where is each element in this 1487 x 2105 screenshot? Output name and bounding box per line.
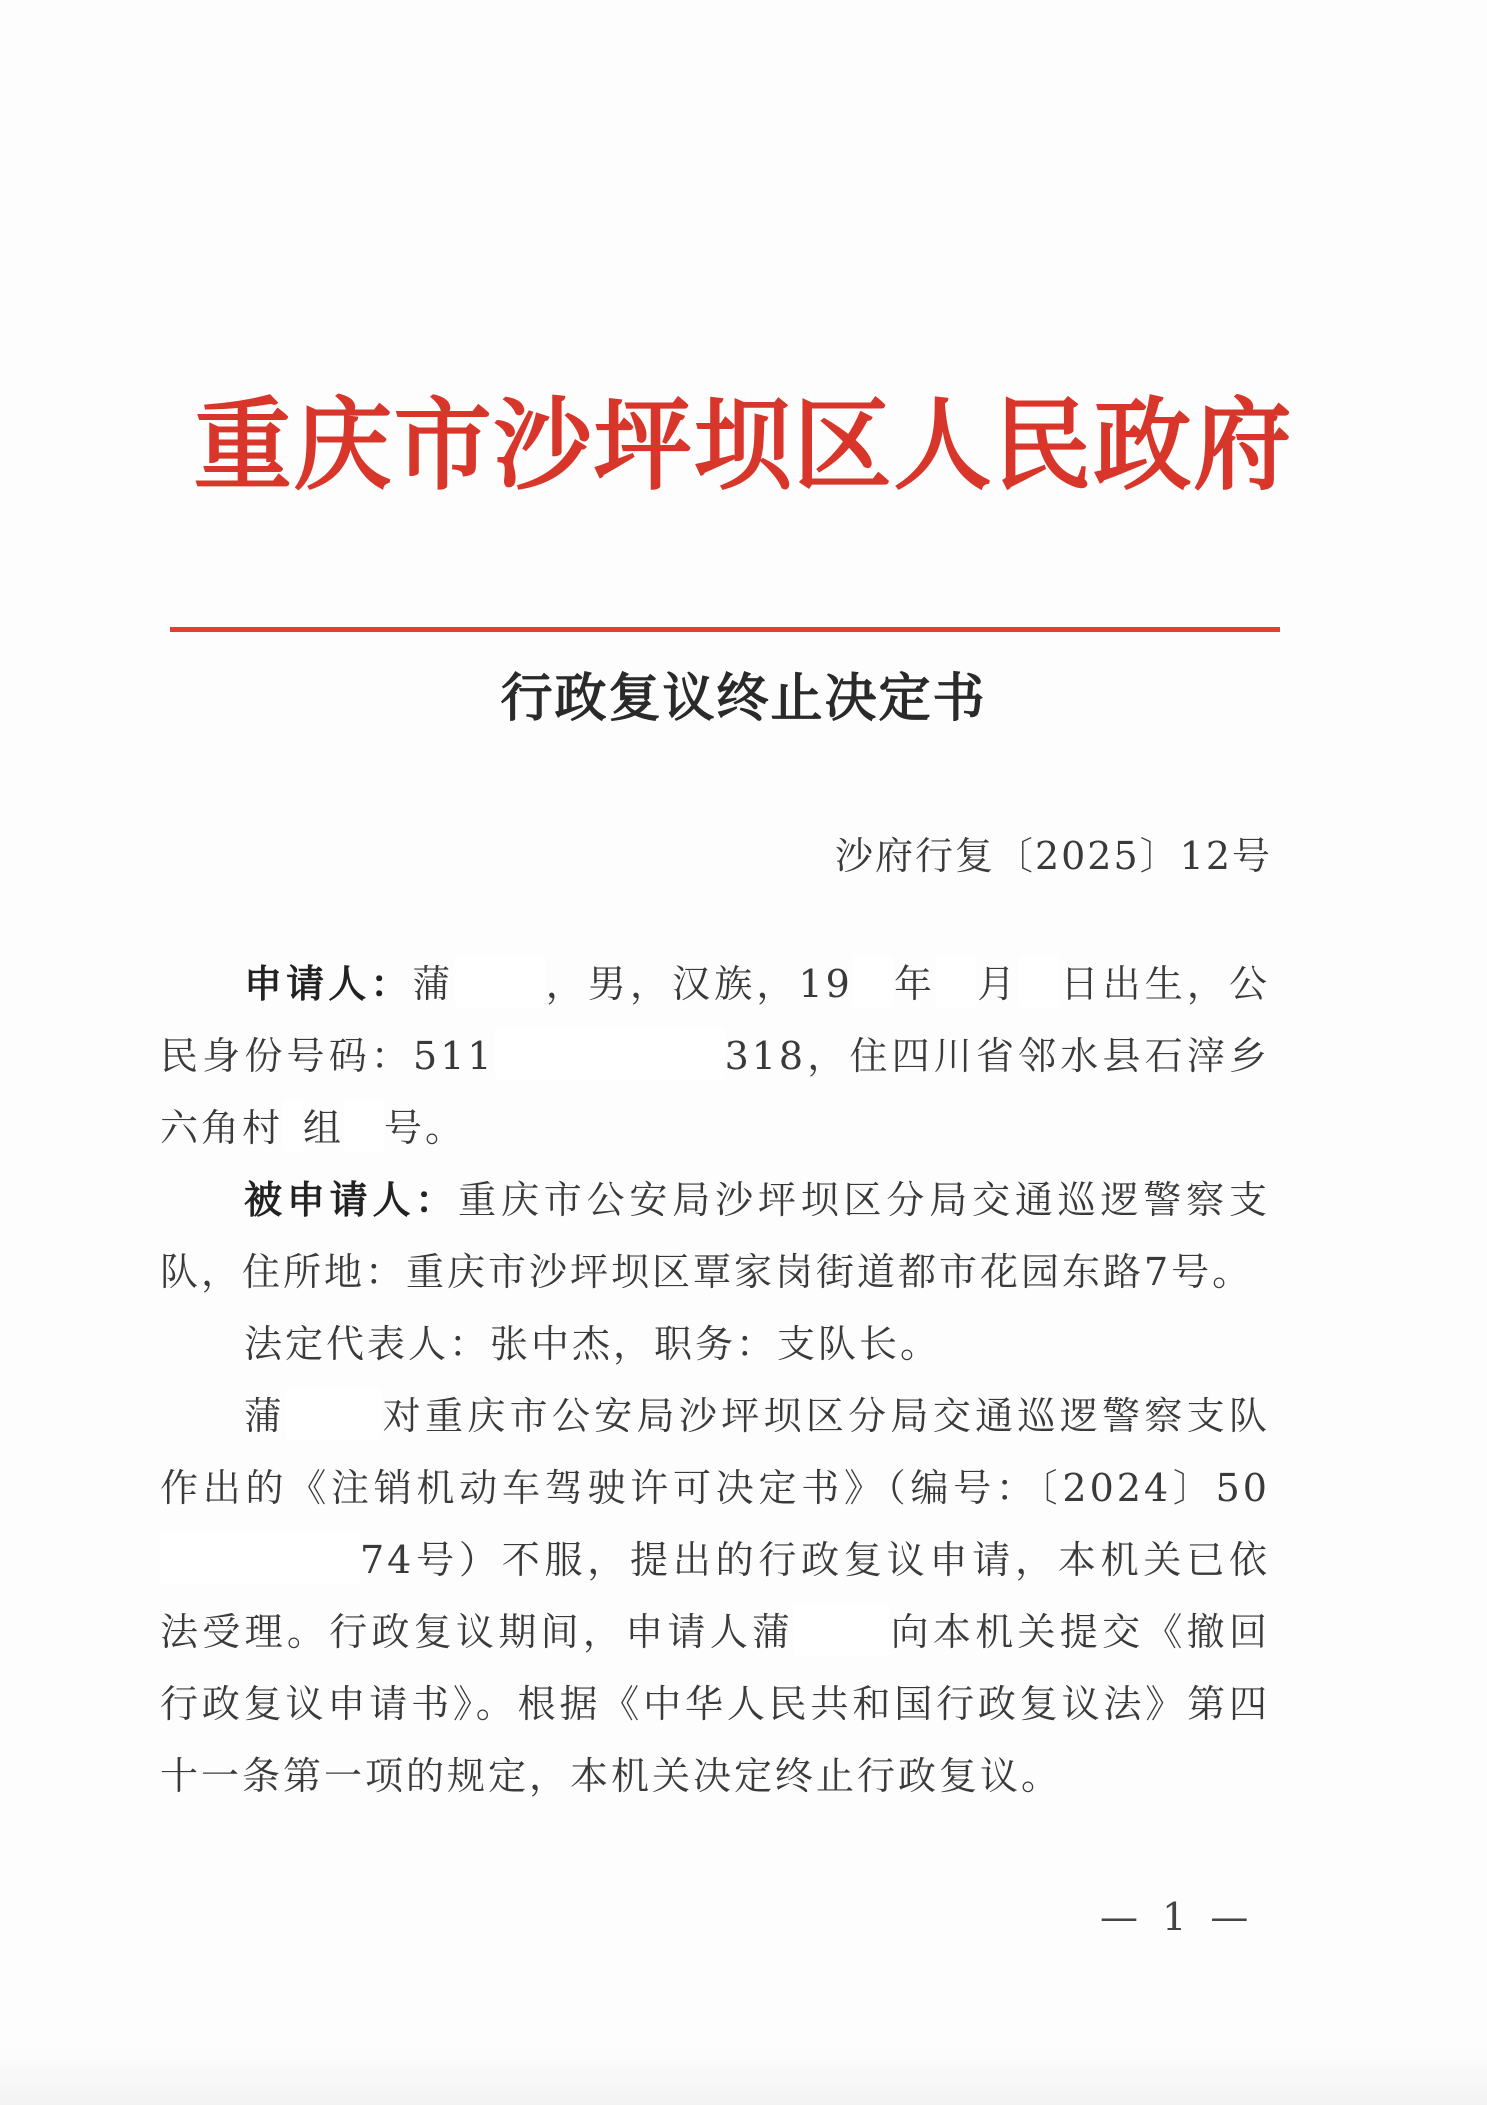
applicant-text-month: 月 xyxy=(976,962,1020,1006)
decision-text-1: 蒲 xyxy=(244,1394,287,1438)
decision-text-3: 74号）不服，提出的行政复议申请，本机关已依法受理。行政复议期间，申请人蒲 xyxy=(160,1538,1270,1654)
redaction-box xyxy=(1019,957,1059,1007)
redaction-box xyxy=(794,1605,889,1655)
issuer-header: 重庆市沙坪坝区人民政府 xyxy=(193,386,1294,504)
page-number: — 1 — xyxy=(1100,1895,1255,1939)
applicant-text-2: 日出生，公民身份号码：511 xyxy=(160,962,1270,1078)
document-body xyxy=(160,948,1270,1812)
legal-rep-paragraph: 法定代表人：张中杰，职务：支队长。 xyxy=(244,1322,942,1366)
applicant-text-5: 号。 xyxy=(384,1106,467,1150)
applicant-text-year: 年 xyxy=(892,962,937,1006)
decision-text-4: 向本机关提交《撤回行政复议申请书》。根据《中华人民共和国行政复议法》第四十一条第一项的规定，本机关决定终止行政复议。 xyxy=(160,1610,1270,1798)
redaction-box xyxy=(286,1389,381,1439)
respondent-paragraph xyxy=(160,1164,1270,1308)
document-title: 行政复议终止决定书 xyxy=(500,668,987,729)
redaction-box xyxy=(455,957,545,1007)
decision-text-2: 对重庆市公安局沙坪坝区分局交通巡逻警察支队作出的《注销机动车驾驶许可决定书》（编号：〔2024〕50 xyxy=(160,1394,1270,1510)
respondent-label: 被申请人： xyxy=(244,1177,459,1222)
applicant-label: 申请人： xyxy=(244,961,413,1006)
redaction-box xyxy=(853,957,893,1007)
applicant-text-4: 组 xyxy=(303,1106,345,1150)
scan-shadow xyxy=(0,2045,1487,2105)
redaction-box xyxy=(283,1101,303,1151)
decision-paragraph xyxy=(160,1380,1270,1812)
respondent-text: 重庆市公安局沙坪坝区分局交通巡逻警察支队，住所地：重庆市沙坪坝区覃家岗街道都市花园东路7号。 xyxy=(160,1178,1270,1294)
applicant-text-1: ，男，汉族，19 xyxy=(544,962,853,1006)
applicant-name-prefix: 蒲 xyxy=(412,962,455,1006)
red-divider-line xyxy=(170,627,1280,632)
document-number: 沙府行复〔2025〕12号 xyxy=(834,834,1272,878)
redaction-box xyxy=(495,1029,725,1079)
redaction-box xyxy=(344,1101,384,1151)
redaction-box xyxy=(936,957,976,1007)
applicant-paragraph xyxy=(160,948,1270,1164)
applicant-text-3: 318，住四川省邻水县石滓乡六角村 xyxy=(160,1034,1270,1150)
redaction-box xyxy=(160,1533,360,1583)
